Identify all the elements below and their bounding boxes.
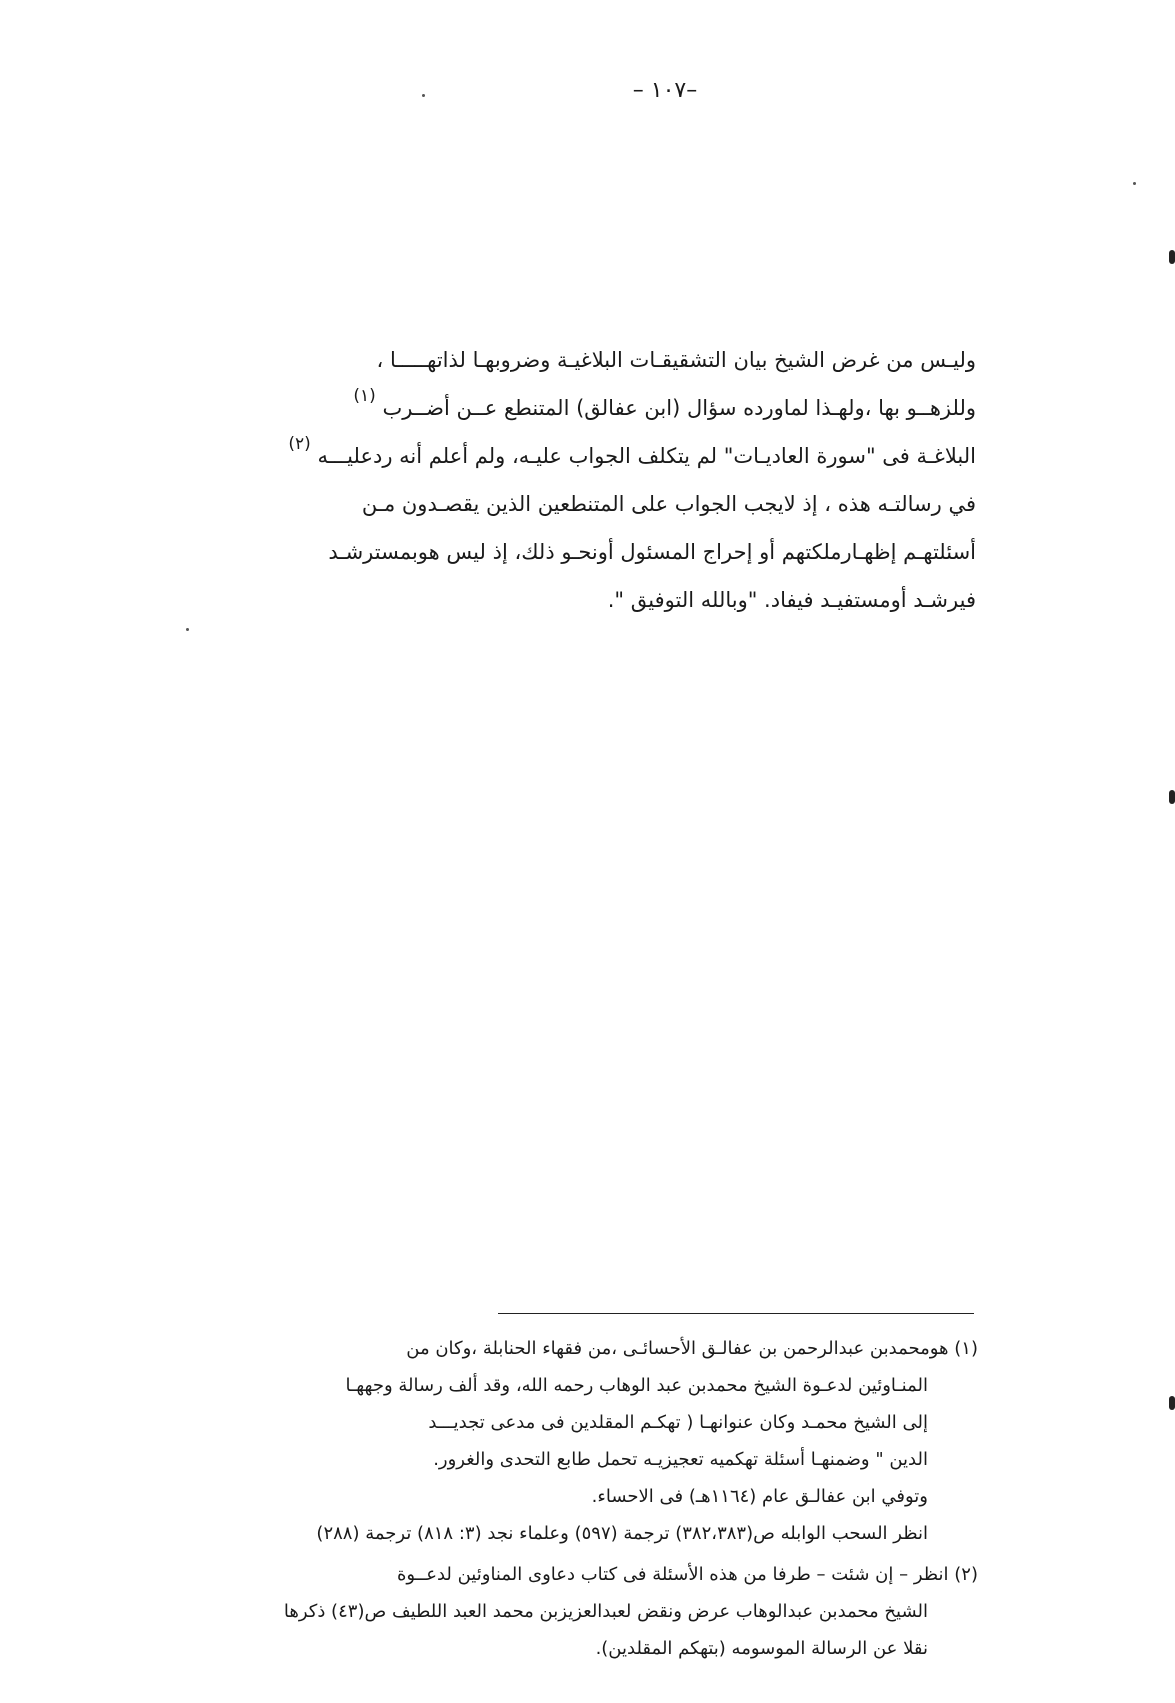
footnote-2-line: نقلا عن الرسالة الموسومه (بتهكم المقلدين).	[595, 1638, 928, 1659]
footnote-divider	[498, 1313, 974, 1314]
paragraph-line-text: وللزهــو بها ،ولهـذا لماورده سؤال (ابن عفالق) المتنطع عــن أضــرب	[382, 396, 976, 420]
paragraph-line-text: البلاغـة فى "سورة العاديـات" لم يتكلف الجواب عليـه، ولم أعلم أنه ردعليـــه	[317, 444, 976, 468]
footnote-1-line: وتوفي ابن عفالـق عام (١١٦٤هـ) فى الاحساء.	[591, 1486, 928, 1507]
page-number: –١٠٧ –	[632, 78, 698, 103]
paragraph-line	[118, 384, 976, 432]
footnote-2-line: (٢) انظر – إن شئت – طرفا من هذه الأسئلة فى كتاب دعاوى المناوئين لدعــوة	[396, 1564, 978, 1585]
paragraph-line-text: أسئلتهـم إظهـارملكتهم أو إحراج المسئول أونحـو ذلك، إذ ليس هوبمسترشـد	[328, 540, 976, 564]
main-paragraph	[118, 336, 976, 624]
scan-edge-mark	[1169, 1396, 1175, 1410]
paragraph-line-text: في رسالتـه هذه ، إذ لايجب الجواب على المتنطعين الذين يقصـدون مـن	[361, 492, 976, 516]
paragraph-line	[118, 480, 976, 528]
footnote-1-line: الدين " وضمنهـا أسئلة تهكميه تعجيزيـه تحمل طابع التحدى والغرور.	[433, 1449, 928, 1470]
scan-speck	[1133, 182, 1136, 185]
footnote-1-line: إلى الشيخ محمـد وكان عنوانهـا ( تهكـم المقلدين فى مدعى تجديـــد	[428, 1412, 928, 1433]
footnote-reference-1[interactable]: (١)	[353, 386, 376, 406]
scan-speck	[422, 94, 425, 97]
paragraph-line	[118, 336, 976, 384]
scan-edge-mark	[1169, 250, 1175, 264]
footnote-1-source-line: انظر السحب الوابله ص(٣٨٢،٣٨٣) ترجمة (٥٩٧) وعلماء نجد (٣: ٨١٨) ترجمة (٢٨٨)	[316, 1523, 928, 1544]
footnote-reference-2[interactable]: (٢)	[288, 434, 311, 454]
footnote-2-line: الشيخ محمدبن عبدالوهاب عرض ونقض لعبدالعزيزبن محمد العبد اللطيف ص(٤٣) ذكرها	[283, 1601, 928, 1622]
paragraph-line-text: وليـس من غرض الشيخ بيان التشقيقـات البلاغيـة وضروبهـا لذاتهـــــا ،	[376, 348, 976, 372]
paragraph-line	[118, 576, 976, 624]
footnote-1-line: المنـاوئين لدعـوة الشيخ محمدبن عبد الوهاب رحمه الله، وقد ألف رسالة وجههـا	[345, 1375, 928, 1396]
paragraph-line	[118, 528, 976, 576]
scan-edge-mark	[1169, 790, 1175, 804]
scan-speck	[186, 628, 189, 631]
paragraph-line-text: فيرشـد أومستفيـد فيفاد. "وبالله التوفيق ".	[607, 588, 976, 612]
paragraph-line	[118, 432, 976, 480]
footnotes-section	[100, 1330, 978, 1667]
footnote-1-line: (١) هومحمدبن عبدالرحمن بن عفالـق الأحسائـى ،من فقهاء الحنابلة ،وكان من	[406, 1338, 978, 1359]
